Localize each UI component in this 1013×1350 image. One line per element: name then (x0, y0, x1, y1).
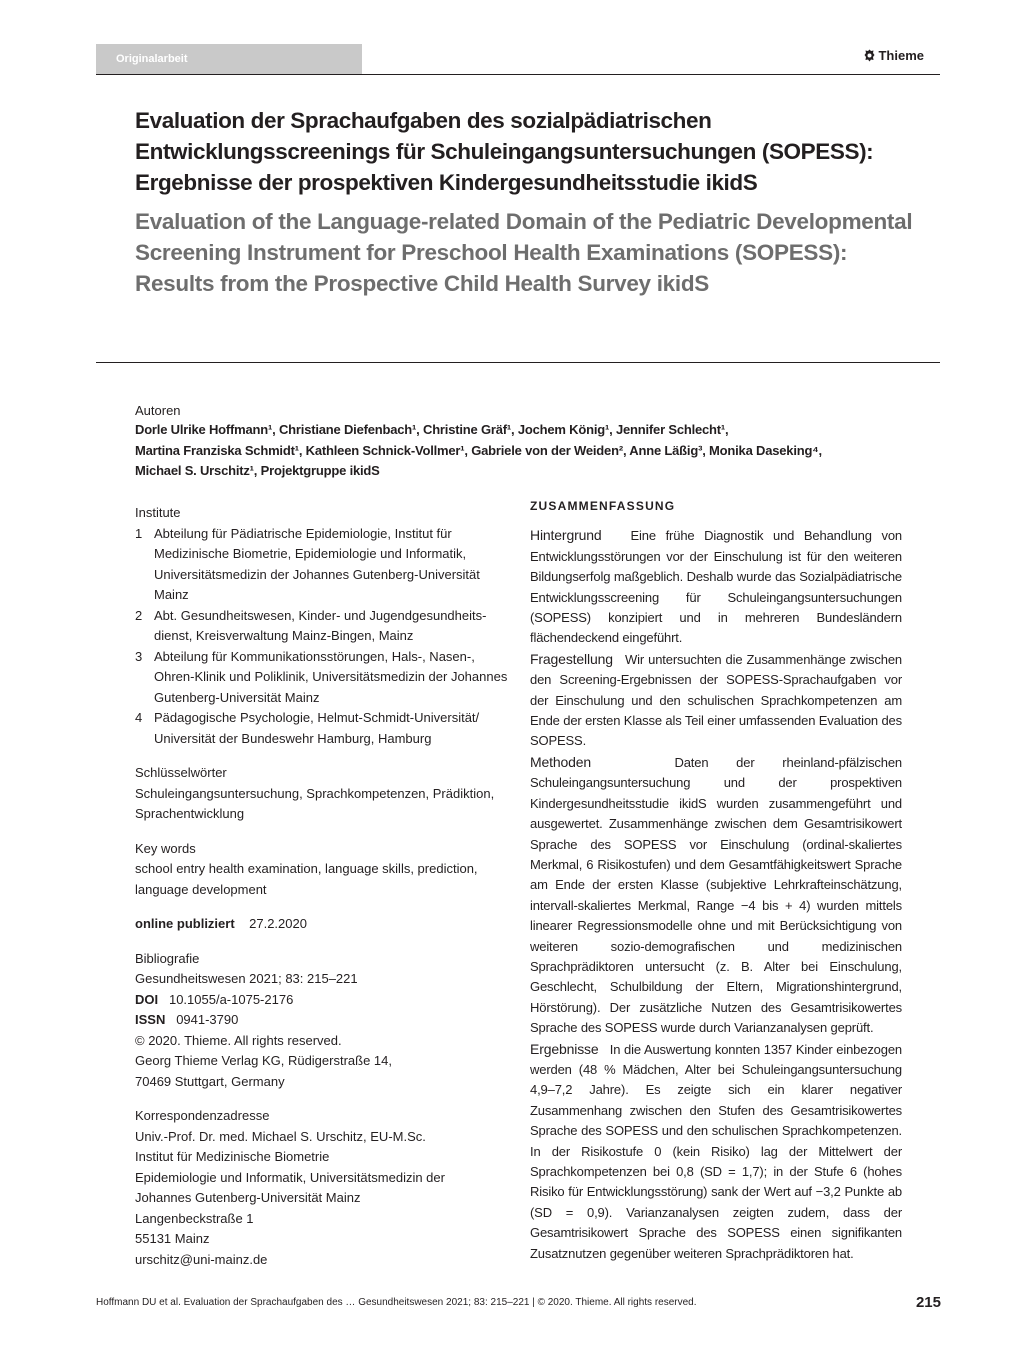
title-rule (96, 362, 940, 363)
correspondence-line: 55131 Mainz (135, 1231, 210, 1246)
author-line: Martina Franziska Schmidt¹, Kathleen Schnick-Vollmer¹, Gabriele von der Weiden², Anne Läßig³, Monika Daseking⁴, (135, 442, 822, 458)
institute-text: Abteilung für Kommunikationsstörungen, Hals-, Nasen-, Ohren-Klinik und Poliklinik, Universitätsmedizin der Johannes Gutenberg-Universität Mainz (154, 648, 508, 705)
bibliography-journal: Gesundheitswesen 2021; 83: 215–221 (135, 971, 358, 986)
abstract-section-text: Eine frühe Diagnostik und Behandlung von Entwicklungsstörungen vor der Einschulung ist für den weiteren Bildungserfolg maßgeblich. Deshalb wurde das Sozialpädiatrische Entwicklungsscreening für Schuleingangsuntersuchungen (SOPESS) konzipiert und in mehreren Bundesländern flächendeckend eingeführt. (530, 528, 902, 646)
correspondence-line: Epidemiologie und Informatik, Universitätsmedizin der (135, 1169, 445, 1185)
bibliography-doi (135, 990, 515, 1011)
institute-number: 4 (135, 710, 143, 725)
online-published (135, 914, 515, 935)
abstract-section-text: In die Auswertung konnten 1357 Kinder einbezogen werden (48 % Mädchen, Alter bei Schuleingangsuntersuchung 4,9–7,2 Jahre). Es zeigte sich ein klarer negativer Zusammenhang zwischen den Stufen des Gesamtrisikowertes Sprache des SOPESS und den schulischen Sprachkompetenzen. In der Risikostufe 0 (kein Risiko) lag der Mittelwert der Sprachkompetenzen bei 0,8 (SD = 1,7); in der Stufe 6 (hohes Risiko für Entwicklungsstörung) sank der Wert auf −3,2 Punkte ab (SD = 0,9). Varianzanalysen zeigten zudem, dass der Gesamtrisikowert Sprache des SOPESS einen signifikanten Zusatznutzen gegenüber weiteren Sprachprädiktoren hat. (530, 1041, 902, 1261)
doi-value[interactable]: 10.1055/a-1075-2176 (168, 991, 294, 1007)
thieme-logo-icon (864, 49, 875, 62)
footer-citation: Hoffmann DU et al. Evaluation der Sprachaufgaben des … Gesundheitswesen 2021; 83: 215–221 | © 2020. Thieme. All rights reserved. (96, 1297, 697, 1308)
abstract-column (530, 496, 902, 1264)
abstract-paragraph (530, 525, 902, 648)
article-title-english: Evaluation of the Language-related Domain of the Pediatric Developmental Screening Instrument for Preschool Health Examinations (SOPESS): Results from the Prospective Child Health Survey ikidS (135, 209, 913, 296)
online-published-date: 27.2.2020 (249, 916, 307, 931)
abstract-section-head: Fragestellung (530, 650, 613, 667)
correspondence-label: Korrespondenzadresse (135, 1108, 270, 1123)
bibliography-copyright: © 2020. Thieme. All rights reserved. (135, 1032, 342, 1048)
institute-number: 2 (135, 607, 143, 623)
correspondence-line: Langenbeckstraße 1 (135, 1210, 254, 1226)
bibliography-label: Bibliografie (135, 950, 200, 966)
institute-text: Abt. Gesundheitswesen, Kinder- und Jugendgesundheits-dienst, Kreisverwaltung Mainz-Bingen, Mainz (154, 607, 487, 643)
institute-number: 3 (135, 648, 143, 664)
abstract-paragraph (530, 1039, 902, 1264)
abstract-paragraph (530, 649, 902, 752)
institute-list (135, 524, 515, 750)
page-number: 215 (915, 1294, 941, 1311)
author-line: Michael S. Urschitz¹, Projektgruppe ikidS (135, 463, 380, 478)
institutes-label: Institute (135, 505, 181, 520)
abstract-section-text: Daten der rheinland-pfälzischen Schuleingangsuntersuchung und der prospektiven Kindergesundheitsstudie ikidS wurden zusammengeführt und ausgewertet. Zusammenhänge zwischen dem Gesamtrisikowert Sprache des SOPESS vor Einschulung (ordinal-skaliertes Merkmal, 6 Risikostufen) und dem Gesamtfähigkeitswert Sprache am Ende der ersten Klasse (subjektive Lehrkrafteinschätzung, intervall-skaliertes Merkmal, Range −4 bis + 4) wurden mittels linearer Regressionsmodelle ohne und mit Berücksichtigung von weiteren sozio-demografischen und medizinischen Sprachprädiktoren untersucht (z. B. Alter bei Einschulung, Geschlecht, Schulbildung der Eltern, Migrationshintergrund, Hörstörung). Der zusätzliche Nutzen des Gesamtrisikowertes Sprache des SOPESS wurde durch Varianzanalysen geprüft. (530, 754, 903, 1036)
author-list (135, 420, 925, 482)
section-label: Originalarbeit (96, 44, 362, 74)
abstract-section-head: Ergebnisse (530, 1040, 599, 1057)
correspondence-line: Univ.-Prof. Dr. med. Michael S. Urschitz, EU-M.Sc. (135, 1128, 426, 1144)
authors-label: Autoren (135, 403, 181, 418)
keywords-german: Schuleingangsuntersuchung, Sprachkompetenzen, Prädiktion, Sprachentwicklung (135, 785, 495, 821)
correspondence-line: Johannes Gutenberg-Universität Mainz (135, 1190, 361, 1205)
institute-text: Abteilung für Pädiatrische Epidemiologie, Institut für Medizinische Biometrie, Epidemiologie und Informatik, Universitätsmedizin der Johannes Gutenberg-Universität Mainz (154, 525, 480, 602)
header-rule (96, 74, 940, 75)
correspondence-email[interactable]: urschitz@uni-mainz.de (135, 1251, 268, 1267)
abstract-paragraph (530, 752, 902, 1039)
metadata-column (135, 503, 515, 1270)
doi-label: DOI (135, 991, 159, 1007)
institute-text: Pädagogische Psychologie, Helmut-Schmidt-Universität/ Universität der Bundeswehr Hamburg, Hamburg (154, 710, 480, 746)
keywords-german-label: Schlüsselwörter (135, 765, 227, 780)
abstract-section-head: Hintergrund (530, 527, 602, 544)
bibliography-publisher: 70469 Stuttgart, Germany (135, 1073, 285, 1089)
institute-item (135, 708, 515, 749)
issn-value: 0941-3790 (176, 1012, 239, 1027)
abstract-section-text: Wir untersuchten die Zusammenhänge zwischen den Screening-Ergebnissen der SOPESS-Sprachaufgaben vor der Einschulung und den schulischen Sprachkompetenzen am Ende der ersten Klasse als Teil einer umfassenden Evaluation des SOPESS. (530, 651, 902, 749)
publisher-logo (864, 48, 924, 63)
bibliography-publisher: Georg Thieme Verlag KG, Rüdigerstraße 14, (135, 1053, 392, 1068)
abstract-section-head: Methoden (530, 753, 592, 770)
keywords-english-label: Key words (135, 840, 196, 856)
keywords-english: school entry health examination, language skills, prediction, language development (135, 861, 478, 897)
institute-item (135, 647, 515, 709)
author-line: Dorle Ulrike Hoffmann¹, Christiane Diefenbach¹, Christine Gräf¹, Jochem König¹, Jennifer Schlecht¹, (135, 422, 729, 437)
article-title-german: Evaluation der Sprachaufgaben des sozialpädiatrischen Entwicklungsscreenings für Schuleingangsuntersuchungen (SOPESS): Ergebnisse der prospektiven Kindergesundheitsstudie ikidS (135, 108, 874, 195)
abstract-heading: ZUSAMMENFASSUNG (530, 499, 676, 513)
correspondence-line: Institut für Medizinische Biometrie (135, 1149, 330, 1164)
bibliography-issn (135, 1010, 515, 1031)
institute-number: 1 (135, 525, 143, 541)
institute-item (135, 524, 515, 606)
publisher-name: Thieme (878, 48, 924, 63)
issn-label: ISSN (135, 1012, 166, 1027)
online-published-label: online publiziert (135, 916, 235, 931)
institute-item (135, 606, 515, 647)
